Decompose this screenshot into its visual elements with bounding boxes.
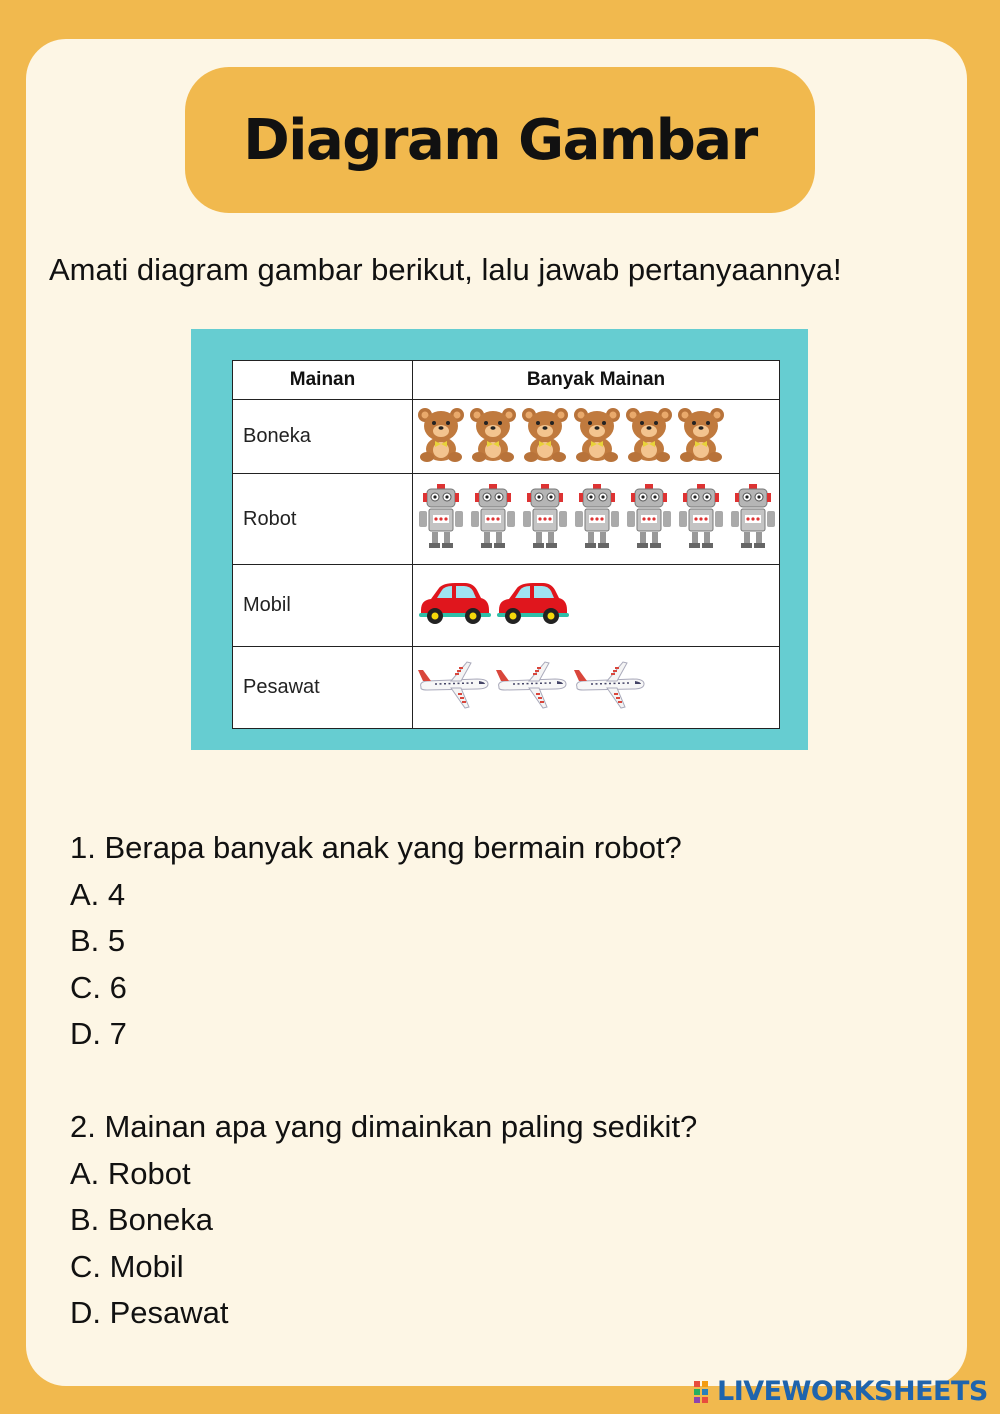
page-title: Diagram Gambar	[243, 107, 757, 173]
robot-icon	[623, 484, 675, 555]
teddy-bear-icon	[467, 406, 519, 467]
car-icon	[493, 580, 571, 631]
airplane-icon	[571, 660, 649, 715]
robot-icon	[519, 484, 571, 555]
question-2-option-a[interactable]: A. Robot	[70, 1155, 191, 1191]
question-2-text: 2. Mainan apa yang dimainkan paling sedikit?	[70, 1109, 698, 1144]
instruction-text: Amati diagram gambar berikut, lalu jawab pertanyaannya!	[49, 252, 842, 287]
liveworksheets-logo	[693, 1376, 988, 1407]
header-mainan: Mainan	[233, 361, 413, 400]
robot-icon	[675, 484, 727, 555]
question-2	[70, 1108, 697, 1341]
row-icons-robot	[413, 474, 780, 565]
row-icons-mobil	[413, 565, 780, 647]
teddy-bear-icon	[571, 406, 623, 467]
robot-icon	[467, 484, 519, 555]
table-row	[233, 400, 780, 474]
question-1-option-b[interactable]: B. 5	[70, 923, 126, 958]
title-banner	[185, 67, 815, 213]
teddy-bear-icon	[519, 406, 571, 467]
liveworksheets-logo-icon	[693, 1380, 717, 1404]
question-2-option-d[interactable]: D. Pesawat	[70, 1295, 229, 1330]
robot-icon	[415, 484, 467, 555]
table-row	[233, 565, 780, 647]
teddy-bear-icon	[415, 406, 467, 467]
liveworksheets-logo-text: LIVEWORKSHEETS	[717, 1376, 988, 1407]
question-2-option-c[interactable]: C. Mobil	[70, 1248, 184, 1284]
row-icons-boneka	[413, 400, 780, 474]
car-icon	[415, 580, 493, 631]
table-row	[233, 474, 780, 565]
row-label-robot: Robot	[233, 474, 413, 565]
airplane-icon	[493, 660, 571, 715]
robot-icon	[571, 484, 623, 555]
pictograph-table	[232, 360, 780, 729]
header-banyak-mainan: Banyak Mainan	[413, 361, 780, 400]
question-1-option-d[interactable]: D. 7	[70, 1016, 127, 1051]
row-label-pesawat: Pesawat	[233, 647, 413, 729]
table-row	[233, 647, 780, 729]
question-1	[70, 829, 682, 1062]
airplane-icon	[415, 660, 493, 715]
teddy-bear-icon	[675, 406, 727, 467]
question-1-option-a[interactable]: A. 4	[70, 876, 126, 912]
row-label-mobil: Mobil	[233, 565, 413, 647]
robot-icon	[727, 484, 779, 555]
row-icons-pesawat	[413, 647, 780, 729]
row-label-boneka: Boneka	[233, 400, 413, 474]
teddy-bear-icon	[623, 406, 675, 467]
question-1-option-c[interactable]: C. 6	[70, 969, 127, 1005]
question-2-option-b[interactable]: B. Boneka	[70, 1202, 214, 1237]
question-1-text: 1. Berapa banyak anak yang bermain robot?	[70, 830, 682, 865]
